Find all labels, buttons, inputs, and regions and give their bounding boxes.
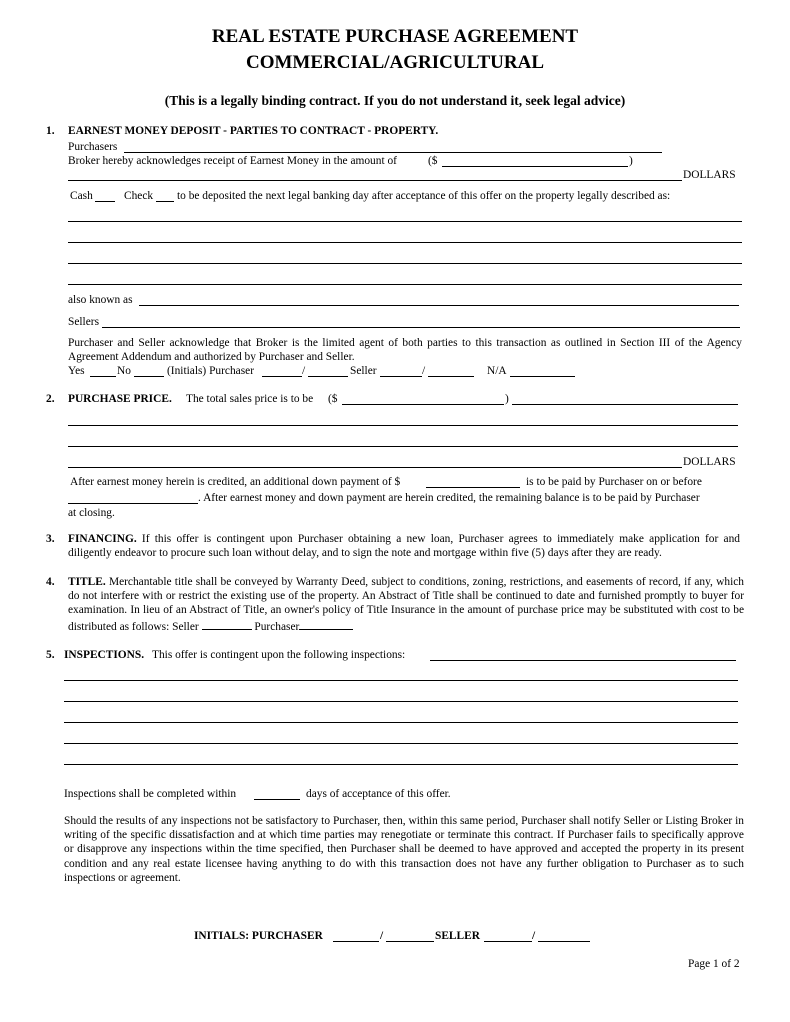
down-payment-date-field[interactable] bbox=[68, 503, 198, 504]
inspections-field-2[interactable] bbox=[64, 680, 738, 681]
agency-no-field[interactable] bbox=[134, 376, 164, 377]
earnest-amount-field[interactable] bbox=[442, 166, 628, 167]
inspections-field-5[interactable] bbox=[64, 743, 738, 744]
agency-yes-field[interactable] bbox=[90, 376, 116, 377]
section-2-number: 2. bbox=[46, 393, 55, 405]
price-open-paren: ($ bbox=[328, 393, 338, 405]
cash-checkbox-line[interactable] bbox=[95, 201, 115, 202]
agency-acknowledgement: Purchaser and Seller acknowledge that Broker is the limited agent of both parties to this transaction as outlined in Section III of the Agency Agreement Addendum and authorized by Purchaser and Seller. bbox=[68, 337, 742, 364]
at-closing-text: at closing. bbox=[68, 507, 115, 519]
inspections-text: This offer is contingent upon the following inspections: bbox=[152, 649, 406, 661]
sellers-label: Sellers bbox=[68, 316, 100, 328]
earnest-open-paren: ($ bbox=[428, 155, 438, 167]
price-close-paren: ) bbox=[505, 393, 509, 405]
check-checkbox-line[interactable] bbox=[156, 201, 174, 202]
inspections-field-3[interactable] bbox=[64, 701, 738, 702]
inspections-completed-text: Inspections shall be completed within bbox=[64, 788, 237, 800]
section-3-heading: FINANCING. bbox=[68, 533, 137, 545]
sales-price-words-field-3[interactable] bbox=[68, 446, 738, 447]
document-title-line1: REAL ESTATE PURCHASE AGREEMENT bbox=[211, 26, 579, 47]
title-text: Merchantable title shall be conveyed by Warranty Deed, subject to conditions, zoning, restrictions, and easements of record, if any, which do not interfere with or restrict the existing use of the property. An Abstract of Title shall be continued to date and furnished promptly to buyer for examination. In lieu of an Abstract of Title, an owner's policy of Title Insurance in the amount of purchase price may be substituted with cost to be distributed as follows: bbox=[68, 576, 744, 633]
title-cost-purchaser-field[interactable] bbox=[299, 618, 353, 630]
section-5-number: 5. bbox=[46, 649, 55, 661]
initials-slash-2: / bbox=[422, 365, 426, 377]
initials-purchaser-label: (Initials) Purchaser bbox=[167, 365, 254, 377]
down-payment-due-text: is to be paid by Purchaser on or before bbox=[526, 476, 702, 488]
footer-seller-initial-1[interactable] bbox=[484, 941, 532, 942]
na-label: N/A bbox=[487, 365, 507, 377]
page-number: Page 1 of 2 bbox=[688, 958, 740, 970]
section-2-heading: PURCHASE PRICE. bbox=[68, 393, 172, 405]
sales-price-words-field-1[interactable] bbox=[512, 404, 738, 405]
earnest-amount-words-field[interactable] bbox=[68, 180, 682, 181]
dollars-label-2: DOLLARS bbox=[683, 456, 736, 468]
inspections-days-field[interactable] bbox=[254, 799, 300, 800]
legal-notice: (This is a legally binding contract. If you do not understand it, seek legal advice) bbox=[164, 93, 626, 108]
title-cost-seller-label: Seller bbox=[172, 620, 199, 633]
purchasers-label: Purchasers bbox=[68, 141, 118, 153]
inspections-field-4[interactable] bbox=[64, 722, 738, 723]
broker-earnest-text: Broker hereby acknowledges receipt of Earnest Money in the amount of bbox=[68, 155, 397, 167]
section-3-number: 3. bbox=[46, 533, 55, 545]
check-label: Check bbox=[124, 190, 154, 202]
down-payment-text: After earnest money herein is credited, an additional down payment of $ bbox=[70, 476, 401, 488]
na-field[interactable] bbox=[510, 376, 575, 377]
section-4-heading: TITLE. bbox=[68, 576, 106, 588]
title-cost-purchaser-label: Purchaser bbox=[254, 620, 300, 633]
section-4-number: 4. bbox=[46, 576, 55, 588]
footer-purchaser-initial-2[interactable] bbox=[386, 941, 434, 942]
also-known-label: also known as bbox=[68, 294, 133, 306]
footer-slash-2: / bbox=[532, 930, 536, 942]
footer-purchaser-initial-1[interactable] bbox=[333, 941, 379, 942]
deposit-text: to be deposited the next legal banking day after acceptance of this offer on the property legally described as: bbox=[177, 190, 671, 202]
footer-initials-label: INITIALS: PURCHASER bbox=[194, 930, 323, 942]
footer-slash-1: / bbox=[380, 930, 384, 942]
sellers-field[interactable] bbox=[102, 327, 740, 328]
inspections-results-paragraph: Should the results of any inspections not be satisfactory to Purchaser, then, within this same period, Purchaser shall notify Seller or Listing Broker in writing of the specific dissatisfaction and at which time parties may renegotiate or terminate this contract. If Purchaser fails to specifically approve or disapprove any inspections within the time specified, then Purchaser shall be deemed to have approved and accepted the property in its present condition and any real estate licensee having anything to do with this transaction does not have any further obligation to Purchaser as to such inspections or agreement. bbox=[64, 815, 744, 884]
title-paragraph bbox=[68, 575, 744, 634]
title-cost-seller-field[interactable] bbox=[202, 618, 252, 630]
remaining-balance-text: . After earnest money and down payment are herein credited, the remaining balance is to be paid by Purchaser bbox=[198, 492, 700, 504]
financing-text: If this offer is contingent upon Purchaser obtaining a new loan, Purchaser agrees to immediately make application for and diligently endeavor to procure such loan without delay, and to sign the note and mortgage within five (5) days after they are ready. bbox=[68, 533, 740, 560]
seller-initial-field-1[interactable] bbox=[380, 376, 422, 377]
purchasers-field[interactable] bbox=[124, 152, 662, 153]
also-known-field[interactable] bbox=[139, 305, 739, 306]
cash-label: Cash bbox=[70, 190, 93, 202]
legal-description-line-2[interactable] bbox=[68, 242, 742, 243]
inspections-field-1[interactable] bbox=[430, 660, 736, 661]
sales-price-words-field-4[interactable] bbox=[68, 467, 682, 468]
initials-seller-label: Seller bbox=[350, 365, 377, 377]
legal-description-line-1[interactable] bbox=[68, 221, 742, 222]
legal-description-line-3[interactable] bbox=[68, 263, 742, 264]
initials-slash-1: / bbox=[302, 365, 306, 377]
agency-yes-label: Yes bbox=[68, 365, 85, 377]
inspections-days-text: days of acceptance of this offer. bbox=[306, 788, 451, 800]
seller-initial-field-2[interactable] bbox=[428, 376, 474, 377]
inspections-field-6[interactable] bbox=[64, 764, 738, 765]
section-1-number: 1. bbox=[46, 125, 55, 137]
section-5-heading: INSPECTIONS. bbox=[64, 649, 145, 661]
legal-description-line-4[interactable] bbox=[68, 284, 742, 285]
agency-no-label: No bbox=[117, 365, 131, 377]
dollars-label-1: DOLLARS bbox=[683, 169, 736, 181]
footer-seller-initial-2[interactable] bbox=[538, 941, 590, 942]
sales-price-words-field-2[interactable] bbox=[68, 425, 738, 426]
sales-price-amount-field[interactable] bbox=[342, 404, 504, 405]
earnest-close-paren: ) bbox=[629, 155, 633, 167]
sales-price-text: The total sales price is to be bbox=[186, 393, 314, 405]
financing-paragraph bbox=[68, 532, 740, 560]
purchaser-initial-field-2[interactable] bbox=[308, 376, 348, 377]
purchaser-initial-field-1[interactable] bbox=[262, 376, 302, 377]
section-1-heading: EARNEST MONEY DEPOSIT - PARTIES TO CONTRACT - PROPERTY. bbox=[68, 125, 439, 137]
footer-seller-label: SELLER bbox=[435, 930, 480, 942]
document-title-line2: COMMERCIAL/AGRICULTURAL bbox=[245, 52, 545, 73]
down-payment-amount-field[interactable] bbox=[426, 487, 520, 488]
